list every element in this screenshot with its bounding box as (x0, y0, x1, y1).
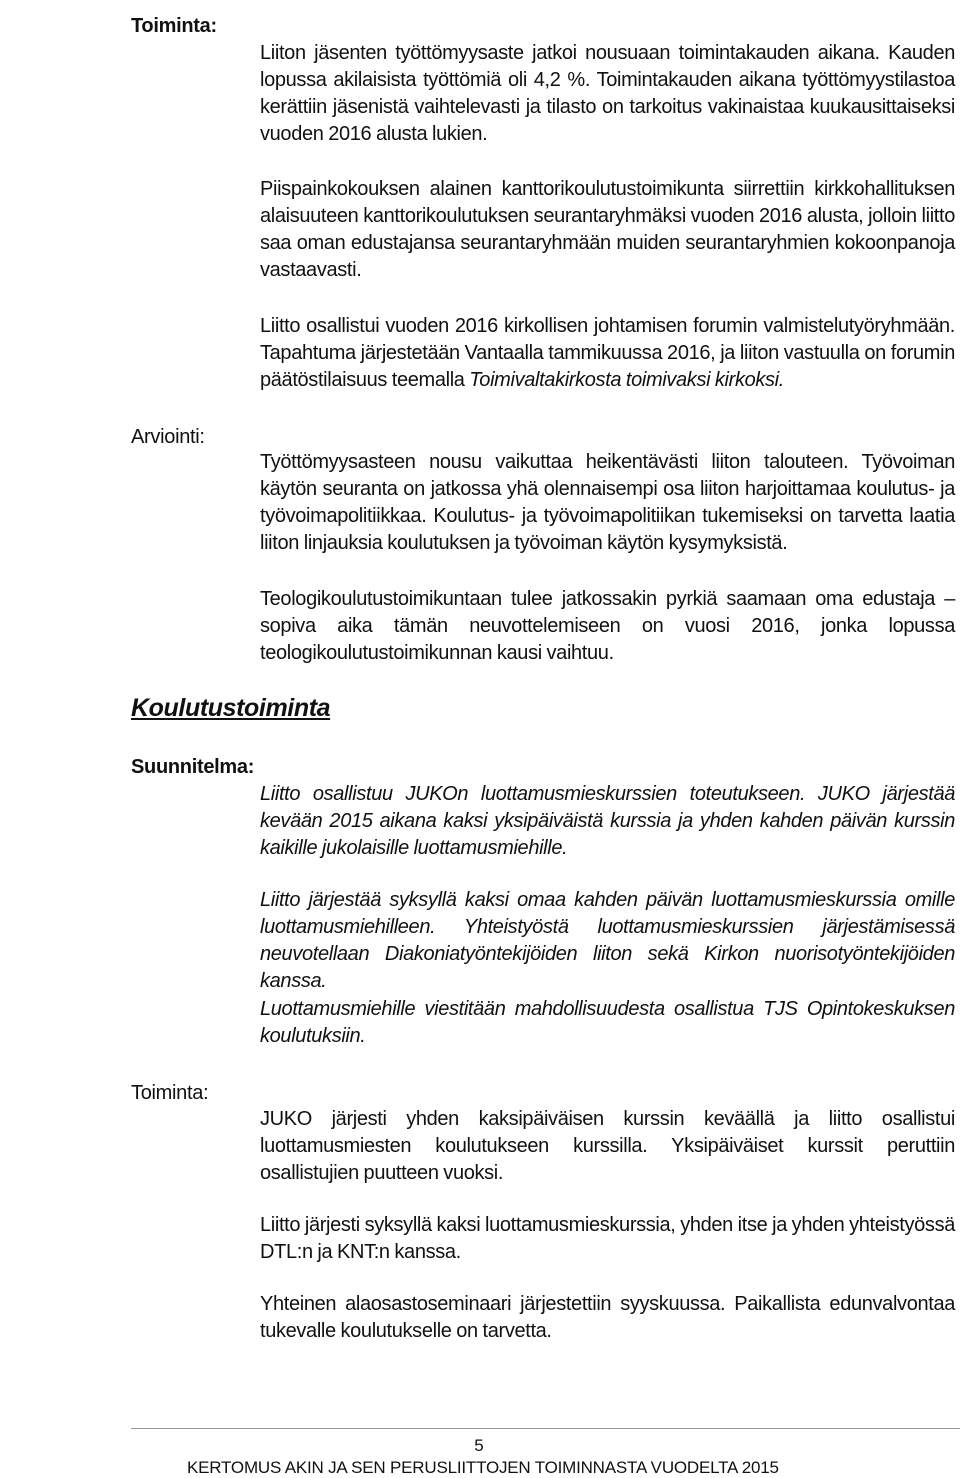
paragraph: Liitto osallistuu JUKOn luottamusmieskurssien toteutukseen. JUKO järjestää kevään 2015 aikana kaksi yksipäiväistä kurssia ja yhden kahden päivän kurssin kaikille jukolaisille luottamusmiehille. (260, 783, 955, 859)
footer-divider (131, 1428, 960, 1429)
footer-title: KERTOMUS AKIN JA SEN PERUSLIITTOJEN TOIMINNASTA VUODELTA 2015 (187, 1458, 779, 1477)
paragraph: Liiton jäsenten työttömyysaste jatkoi nousuaan toimintakauden aikana. Kauden lopussa akilaisista työttömiä oli 4,2 %. Toimintakauden aikana työttömyystilastoa kerättiin jäsenistä vaihtelevasti ja tilasto on tarkoitus vakinaistaa kuukausittaiseksi vuoden 2016 alusta lukien. (260, 42, 955, 145)
section-label-arviointi: Arviointi: (131, 426, 205, 448)
forum-theme: Toimivaltakirkosta toimivaksi kirkoksi. (469, 369, 784, 391)
paragraph: Liitto järjesti syksyllä kaksi luottamusmieskurssia, yhden itse ja yhden yhteistyössä DTL:n ja KNT:n kanssa. (260, 1214, 955, 1263)
paragraph (260, 313, 955, 394)
section-heading: Koulutustoiminta (131, 694, 331, 722)
paragraph: JUKO järjesti yhden kaksipäiväisen kurssin keväällä ja liitto osallistui luottamusmiesten koulutukseen kurssilla. Yksipäiväiset kurssit peruttiin osallistujien puutteen vuoksi. (260, 1108, 955, 1184)
paragraph: Liitto järjestää syksyllä kaksi omaa kahden päivän luottamusmieskurssia omille luottamusmiehilleen. Yhteistyöstä luottamusmieskurssien järjestämisessä neuvotellaan Diakoniatyöntekijöiden liiton sekä Kirkon nuorisotyöntekijöiden kanssa. (260, 889, 955, 992)
paragraph: Teologikoulutustoimikuntaan tulee jatkossakin pyrkiä saamaan oma edustaja – sopiva aika tämän neuvottelemiseen on vuosi 2016, jonka lopussa teologikoulutustoimikunnan kausi vaihtuu. (260, 588, 955, 664)
section-label-toiminta: Toiminta: (131, 15, 217, 37)
section-label-suunnitelma: Suunnitelma: (131, 756, 255, 778)
paragraph: Piispainkokouksen alainen kanttorikoulutustoimikunta siirrettiin kirkkohallituksen alaisuuteen kanttorikoulutuksen seurantaryhmäksi vuoden 2016 alusta, jolloin liitto saa oman edustajansa seurantaryhmään muiden seurantaryhmien kokoonpanoja vastaavasti. (260, 178, 955, 281)
page-number-text: 5 (474, 1436, 484, 1455)
page-number (0, 1436, 960, 1456)
paragraph-text: Liitto osallistui vuoden 2016 kirkollisen johtamisen forumin valmistelutyöryhmään. Tapahtuma järjestetään Vantaalla tammikuussa 2016, ja liiton vastuulla on forumin päätöstilaisuus teemalla (260, 315, 955, 391)
paragraph: Työttömyysasteen nousu vaikuttaa heikentävästi liiton talouteen. Työvoiman käytön seuranta on jatkossa yhä olennaisempi osa liiton harjoittamaa koulutus- ja työvoimapolitiikkaa. Koulutus- ja työvoimapolitiikan tukemiseksi on tarvetta laatia liiton linjauksia koulutuksen ja työvoiman käytön kysymyksistä. (260, 451, 955, 554)
paragraph: Yhteinen alaosastoseminaari järjestettiin syyskuussa. Paikallista edunvalvontaa tukevalle koulutukselle on tarvetta. (260, 1293, 955, 1342)
paragraph: Luottamusmiehille viestitään mahdollisuudesta osallistua TJS Opintokeskuksen koulutuksiin. (260, 998, 955, 1047)
section-label-toiminta: Toiminta: (131, 1082, 209, 1104)
